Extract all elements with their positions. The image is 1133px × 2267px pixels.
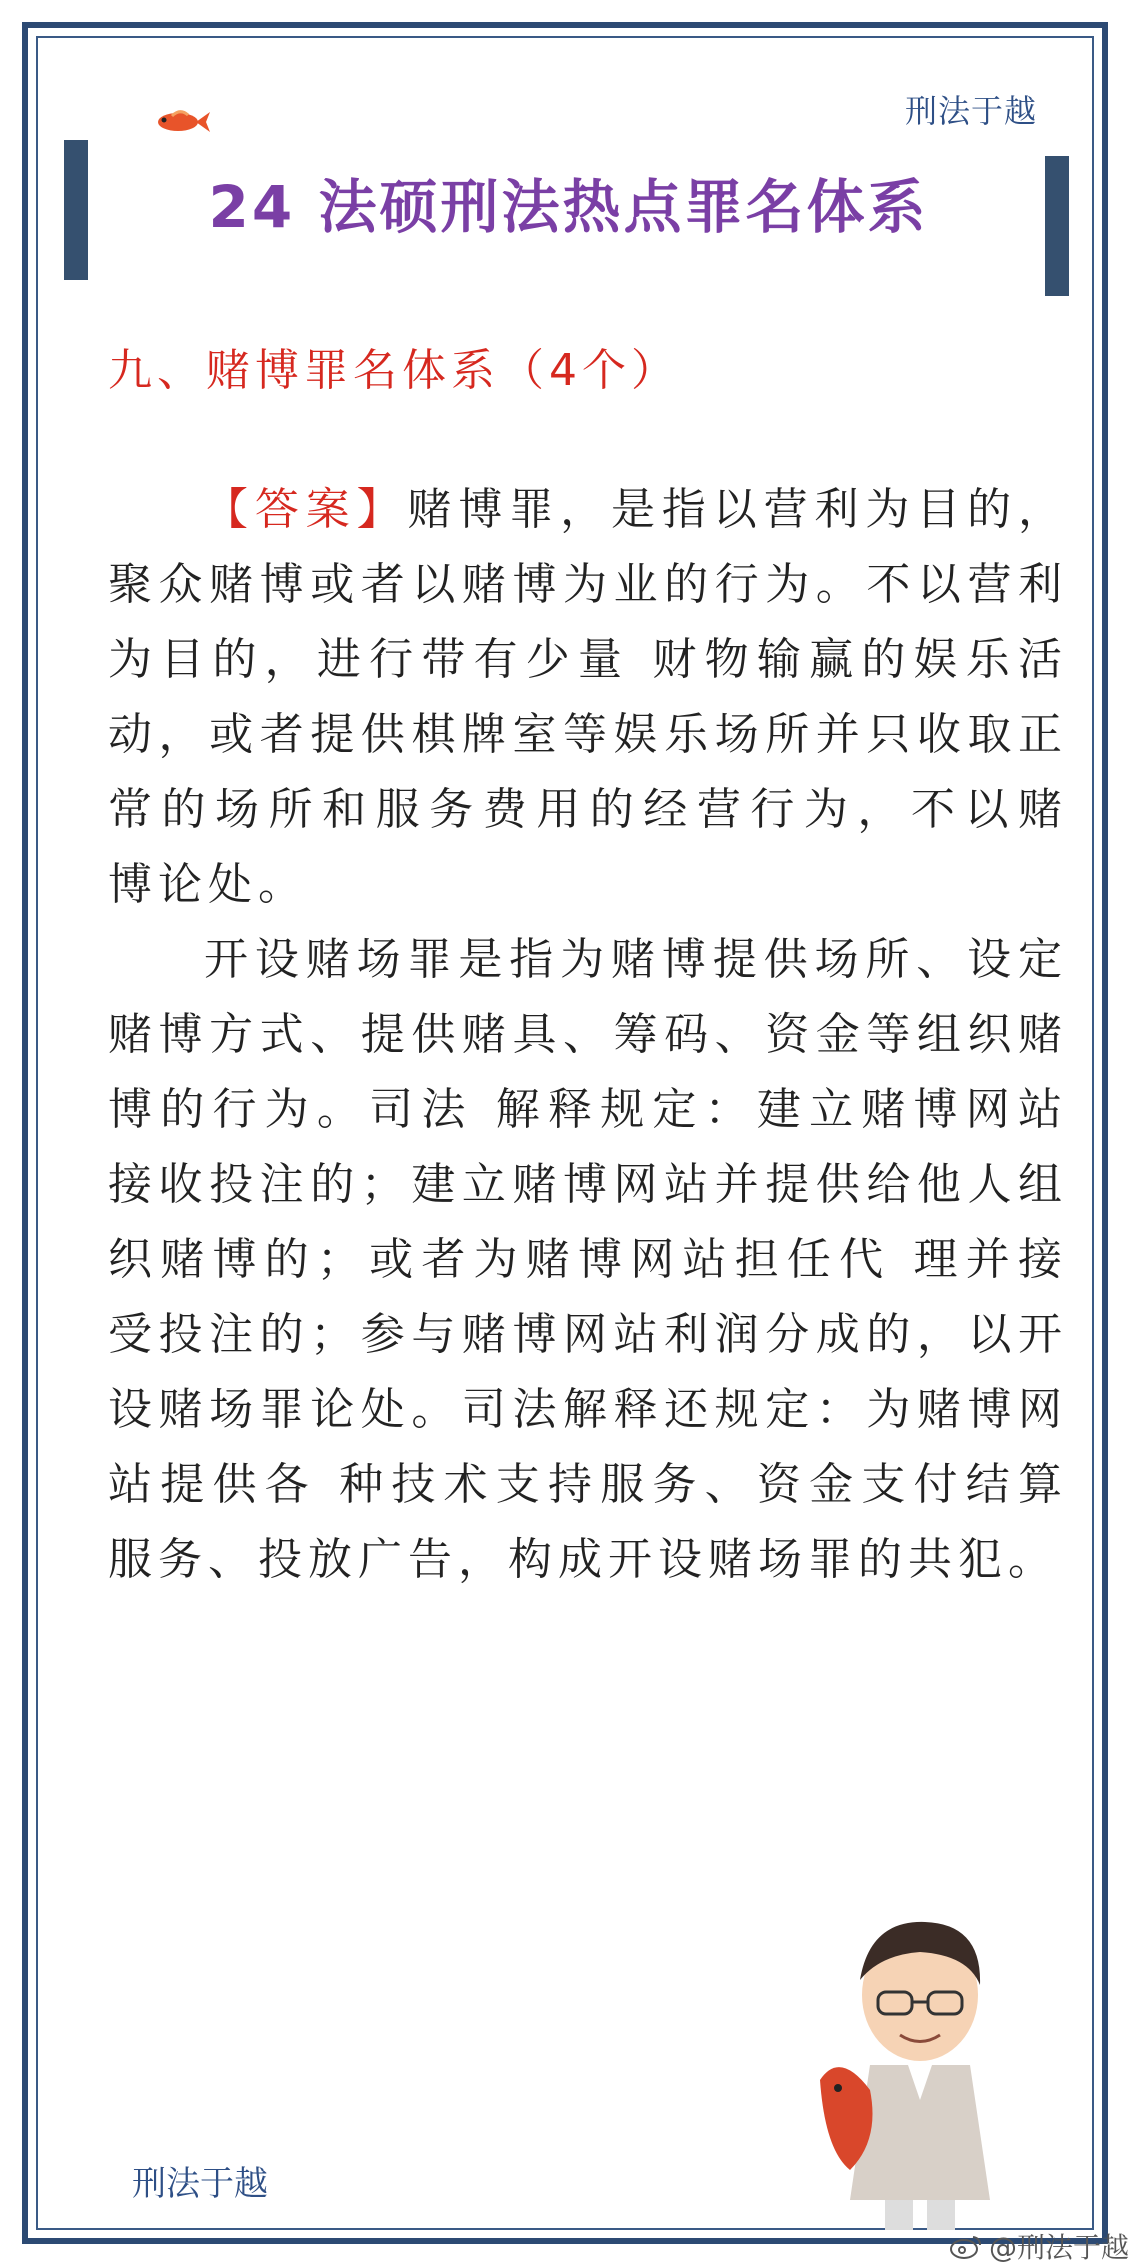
paragraph-1-text: 赌博罪，是指以营利为目的，聚众赌博或者以赌博为业的行为。不以营利为目的，进行带有少量 财物输赢的娱乐活动，或者提供棋牌室等娱乐场所并只收取正常的场所和服务费用的经营行为，不以赌 博论处。	[108, 484, 1068, 910]
brand-label-bottom: 刑法于越	[132, 2164, 268, 2204]
koi-fish-icon	[148, 98, 212, 142]
right-accent-bar	[1045, 156, 1069, 296]
brand-label-top: 刑法于越	[904, 92, 1037, 130]
page-title: 24 法硕刑法热点罪名体系	[208, 173, 929, 241]
answer-tag: 【答案】	[204, 484, 408, 535]
watermark-text: @刑法于越	[988, 2231, 1129, 2264]
section-heading: 九、赌博罪名体系（4个）	[108, 345, 680, 396]
paragraph-gambling-crime	[108, 472, 1068, 922]
watermark	[949, 2226, 1129, 2266]
left-accent-bar	[64, 140, 88, 280]
cartoon-teacher-avatar	[800, 1900, 1040, 2240]
weibo-icon	[949, 2233, 983, 2259]
paragraph-casino-crime: 开设赌场罪是指为赌博提供场所、设定赌博方式、提供赌具、筹码、资金等组织赌博的行为。司法 解释规定：建立赌博网站接收投注的；建立赌博网站并提供给他人组织赌博的；或者为赌博网站担任代 理并接受投注的；参与赌博网站利润分成的，以开设赌场罪论处。司法解释还规定：为赌博网站提供各 种技术支持服务、资金支付结算服务、投放广告，构成开设赌场罪的共犯。	[108, 934, 1068, 1585]
answer-body	[108, 472, 1068, 1597]
